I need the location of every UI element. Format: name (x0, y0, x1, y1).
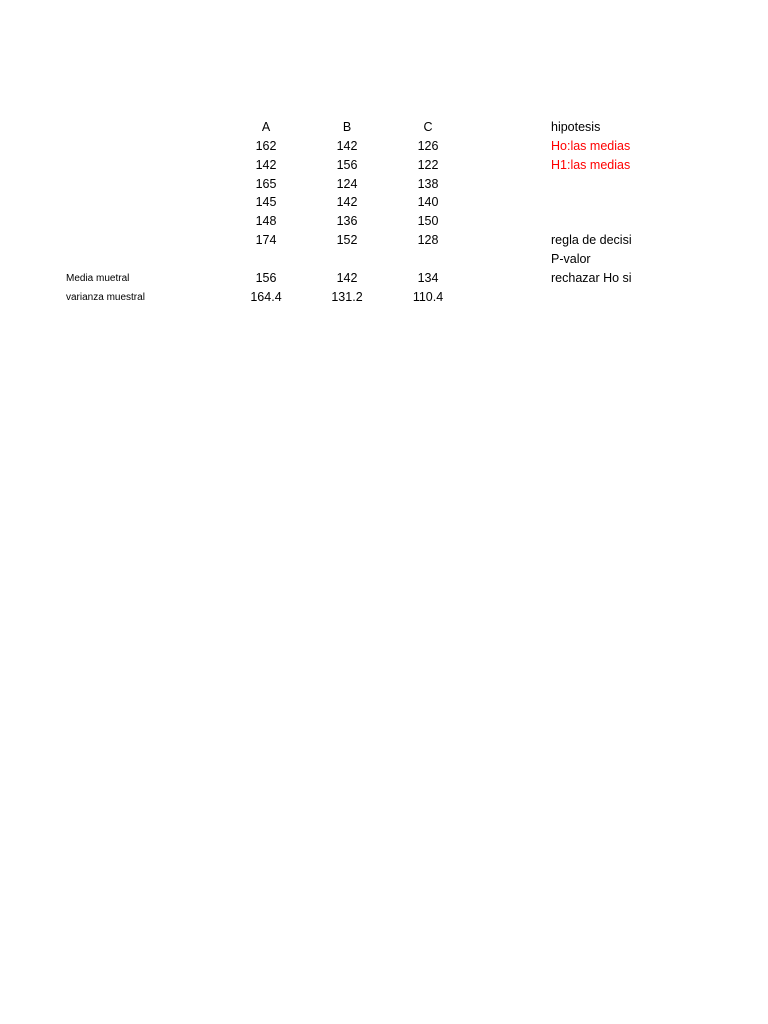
table-cell: 148 (255, 214, 277, 228)
mean-value-c: 134 (417, 271, 439, 285)
table-cell: 128 (417, 233, 439, 247)
table-cell: 142 (336, 195, 358, 209)
mean-value-a: 156 (255, 271, 277, 285)
alternative-hypothesis: H1:las medias (551, 158, 631, 172)
hypothesis-heading: hipotesis (551, 120, 601, 134)
mean-value-b: 142 (336, 271, 358, 285)
variance-value-c: 110.4 (412, 290, 444, 304)
mean-label: Media muetral (66, 273, 130, 284)
table-cell: 138 (417, 177, 439, 191)
column-header-a: A (261, 120, 271, 134)
variance-value-b: 131.2 (331, 290, 363, 304)
table-cell: 142 (336, 139, 358, 153)
table-cell: 145 (255, 195, 277, 209)
table-cell: 165 (255, 177, 277, 191)
table-cell: 122 (417, 158, 439, 172)
table-cell: 162 (255, 139, 277, 153)
table-cell: 140 (417, 195, 439, 209)
variance-label: varianza muestral (66, 292, 145, 303)
table-cell: 174 (255, 233, 277, 247)
variance-value-a: 164.4 (250, 290, 282, 304)
table-cell: 152 (336, 233, 358, 247)
table-cell: 126 (417, 139, 439, 153)
reject-rule: rechazar Ho si (551, 271, 632, 285)
table-cell: 156 (336, 158, 358, 172)
null-hypothesis: Ho:las medias (551, 139, 631, 153)
table-cell: 124 (336, 177, 358, 191)
table-cell: 136 (336, 214, 358, 228)
table-cell: 142 (255, 158, 277, 172)
column-header-b: B (342, 120, 352, 134)
decision-rule: regla de decisi (551, 233, 632, 247)
column-header-c: C (423, 120, 433, 134)
table-cell: 150 (417, 214, 439, 228)
p-value-label: P-valor (551, 252, 591, 266)
